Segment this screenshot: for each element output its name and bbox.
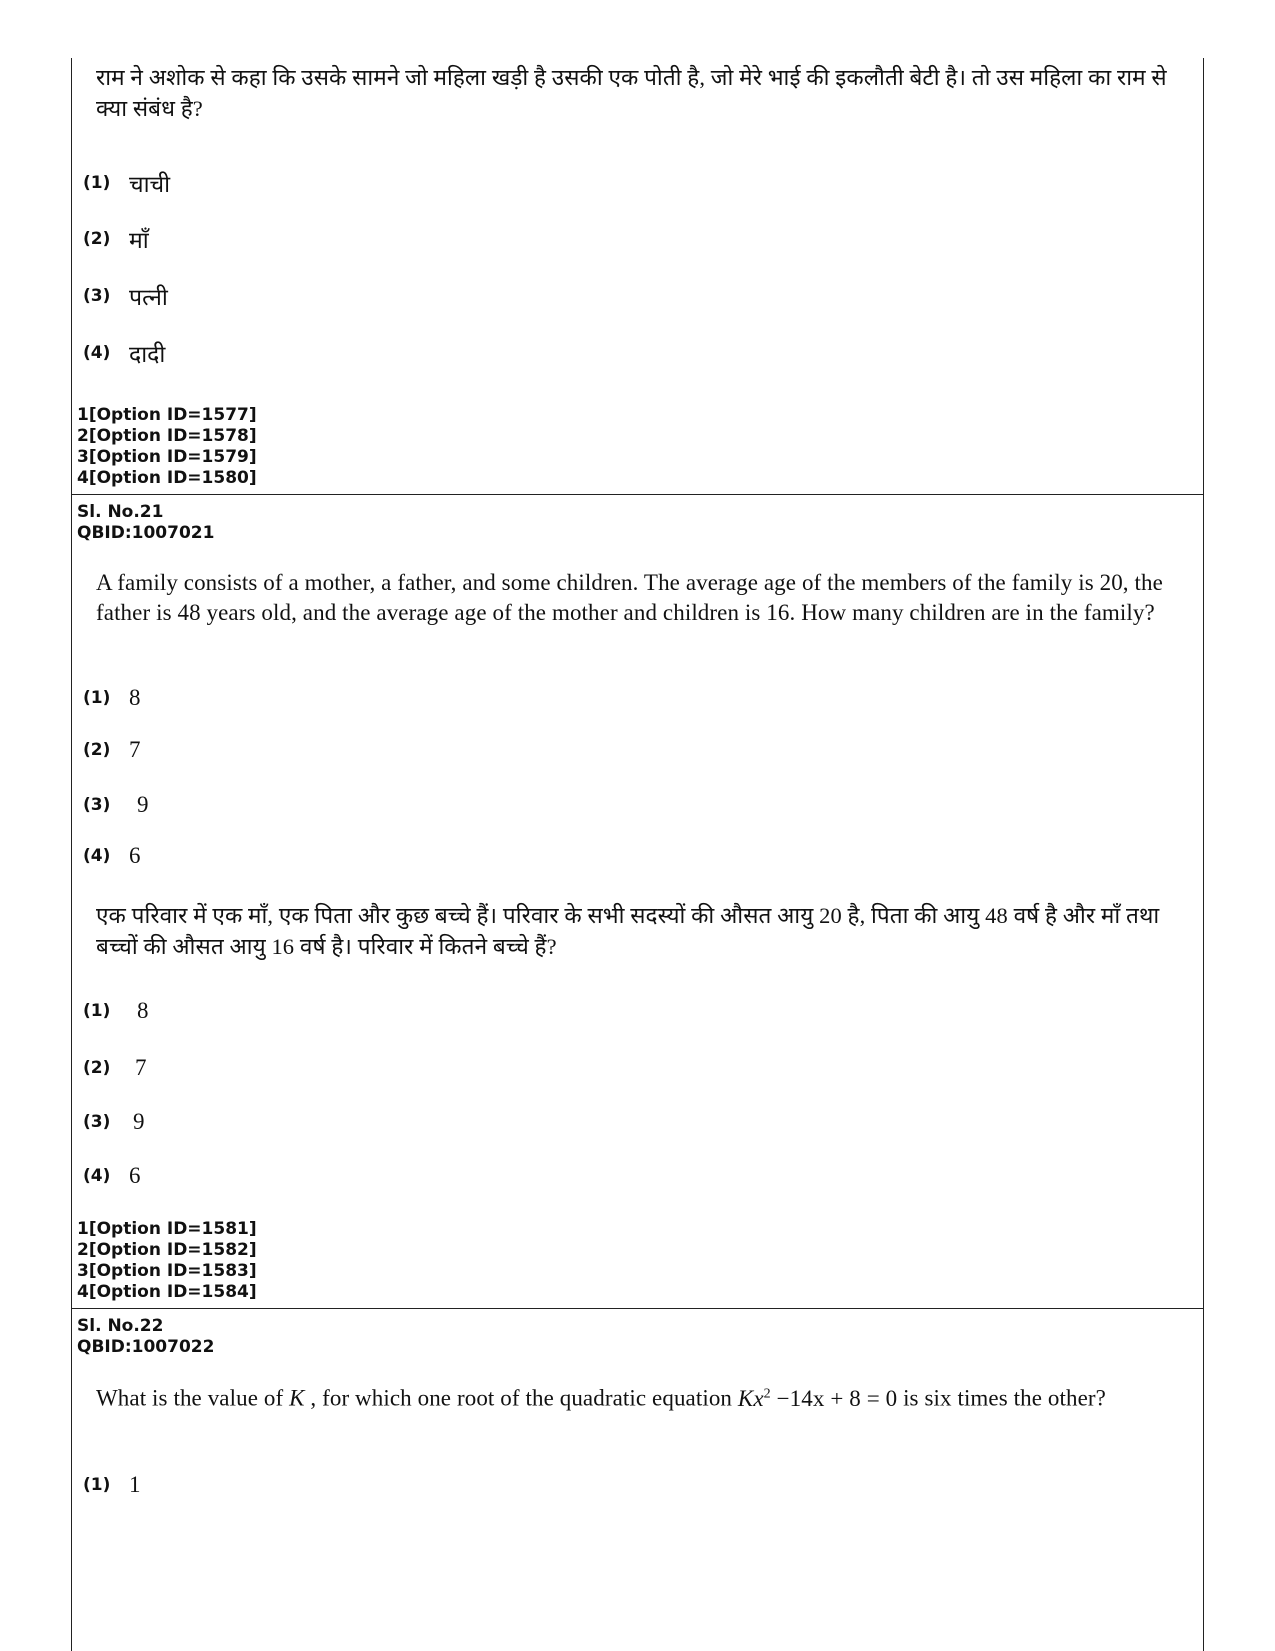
option-number: (3)	[83, 1112, 111, 1132]
equation-exponent: 2	[763, 1386, 771, 1401]
option-1	[83, 168, 170, 198]
option-number: (1)	[83, 1475, 111, 1495]
option-value: 6	[129, 843, 141, 868]
option-value: 8	[137, 998, 149, 1023]
option-1	[83, 683, 141, 713]
option-id: 1[Option ID=1581]	[77, 1219, 257, 1239]
option-value: 9	[133, 1109, 145, 1134]
option-number: (4)	[83, 846, 111, 866]
section-divider	[71, 1308, 1204, 1309]
equation-lead: Kx	[737, 1385, 764, 1411]
question-meta	[77, 502, 214, 544]
option-4	[83, 338, 165, 368]
option-id: 4[Option ID=1584]	[77, 1282, 257, 1302]
serial-number: Sl. No.22	[77, 1316, 164, 1336]
option-number: (2)	[83, 740, 111, 760]
option-number: (4)	[83, 343, 111, 363]
question-prefix: What is the value of	[96, 1385, 290, 1411]
option-1	[83, 996, 149, 1026]
option-id: 2[Option ID=1578]	[77, 426, 257, 446]
question-text-english	[96, 1378, 1176, 1414]
option-id: 2[Option ID=1582]	[77, 1240, 257, 1260]
equation	[738, 1386, 897, 1411]
equation-rest: −14x + 8 = 0	[770, 1385, 898, 1411]
option-value: 7	[135, 1055, 147, 1080]
question-suffix: is six times the other?	[897, 1385, 1106, 1411]
option-number: (3)	[83, 795, 111, 815]
option-id: 3[Option ID=1579]	[77, 447, 257, 467]
section-divider	[71, 494, 1204, 495]
qbid: QBID:1007021	[77, 523, 215, 543]
option-4	[83, 1161, 141, 1191]
option-3	[83, 281, 168, 311]
option-number: (4)	[83, 1166, 111, 1186]
option-value: 9	[137, 792, 149, 817]
serial-number: Sl. No.21	[77, 502, 164, 522]
option-id: 4[Option ID=1580]	[77, 468, 257, 488]
option-4	[83, 841, 141, 871]
variable-k: K	[289, 1385, 305, 1411]
qbid: QBID:1007022	[77, 1337, 215, 1357]
question-mid: , for which one root of the quadratic equation	[304, 1385, 738, 1411]
question-text-english: A family consists of a mother, a father, and some children. The average age of the members of the family is 20, the father is 48 years old, and the average age of the mother and children is 16. How many children are in the family?	[96, 570, 1163, 625]
option-2	[83, 1053, 147, 1083]
option-2	[83, 735, 141, 765]
option-id: 3[Option ID=1583]	[77, 1261, 257, 1281]
option-id-list	[77, 405, 257, 489]
option-value: पत्नी	[129, 285, 168, 310]
option-id-list	[77, 1219, 257, 1303]
option-value: दादी	[129, 342, 166, 367]
option-1	[83, 1470, 141, 1500]
option-number: (1)	[83, 173, 111, 193]
option-value: 1	[129, 1472, 141, 1497]
option-number: (3)	[83, 286, 111, 306]
question-meta	[77, 1316, 214, 1358]
option-value: 8	[129, 685, 141, 710]
option-value: चाची	[129, 172, 171, 197]
option-value: 6	[129, 1163, 141, 1188]
option-2	[83, 224, 149, 254]
option-number: (2)	[83, 229, 111, 249]
option-3	[83, 1107, 145, 1137]
option-id: 1[Option ID=1577]	[77, 405, 257, 425]
option-number: (1)	[83, 688, 111, 708]
option-value: 7	[129, 737, 141, 762]
option-3	[83, 790, 149, 820]
option-value: माँ	[129, 228, 149, 253]
question-text-hindi: एक परिवार में एक माँ, एक पिता और कुछ बच्चे हैं। परिवार के सभी सदस्यों की औसत आयु 20 है, पिता की आयु 48 वर्ष है और माँ तथा बच्चों की औसत आयु 16 वर्ष है। परिवार में कितने बच्चे हैं?	[96, 903, 1160, 959]
question-text-hindi: राम ने अशोक से कहा कि उसके सामने जो महिला खड़ी है उसकी एक पोती है, जो मेरे भाई की इकलौती बेटी है। तो उस महिला का राम से क्या संबंध है?	[96, 65, 1167, 121]
option-number: (2)	[83, 1058, 111, 1078]
option-number: (1)	[83, 1001, 111, 1021]
